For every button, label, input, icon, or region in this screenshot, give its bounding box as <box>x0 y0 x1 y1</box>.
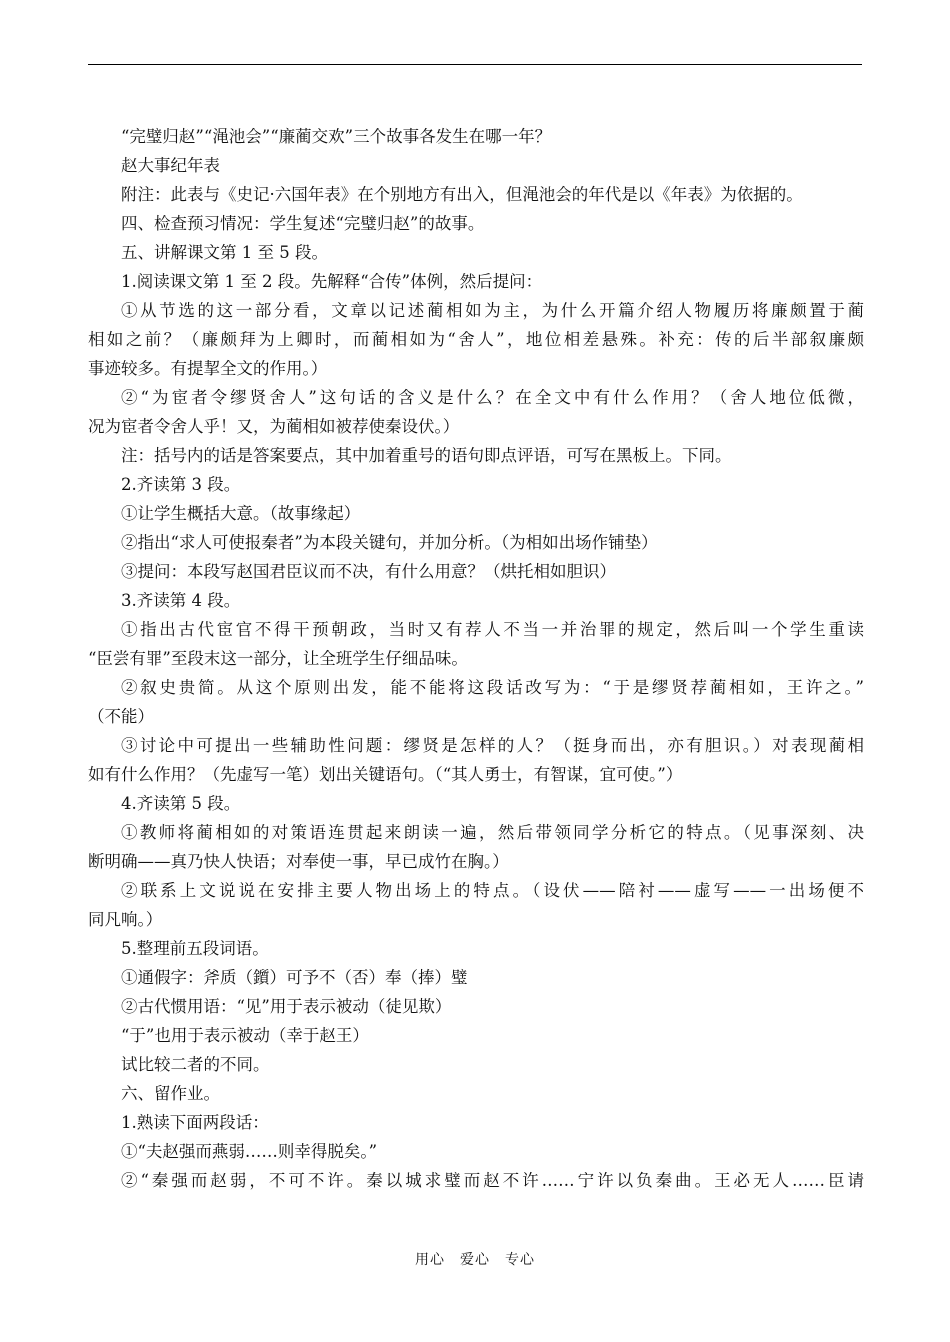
text-line: ②“为宦者令缪贤舍人”这句话的含义是什么？在全文中有什么作用？（舍人地位低微， <box>121 388 864 407</box>
text-line: 4.齐读第 5 段。 <box>121 794 241 813</box>
text-line: ③提问：本段写赵国君臣议而不决，有什么用意？（烘托相如胆识） <box>121 562 616 581</box>
text-line: 2.齐读第 3 段。 <box>121 475 241 494</box>
text-line: 1.阅读课文第 1 至 2 段。先解释“合传”体例，然后提问： <box>121 272 543 291</box>
text-line: 如有什么作用？（先虚写一笔）划出关键语句。（“其人勇士，有智谋，宜可使。”） <box>88 765 683 784</box>
text-line: ①“夫赵强而燕弱……则幸得脱矣。” <box>121 1142 378 1161</box>
text-line: ①教师将蔺相如的对策语连贯起来朗读一遍，然后带领同学分析它的特点。（见事深刻、决 <box>121 823 864 842</box>
text-line: ②“秦强而赵弱，不可不许。秦以城求璧而赵不许……宁许以负秦曲。王必无人……臣请 <box>121 1171 864 1190</box>
text-line: 六、留作业。 <box>121 1084 220 1103</box>
text-line: 5.整理前五段词语。 <box>121 939 269 958</box>
document-body <box>88 122 864 1195</box>
text-line: ②古代惯用语：“见”用于表示被动（徒见欺） <box>121 997 452 1016</box>
text-line: ①指出古代宦官不得干预朝政，当时又有荐人不当一并治罪的规定，然后叫一个学生重读 <box>121 620 864 639</box>
text-line: 事迹较多。有提挈全文的作用。） <box>88 359 328 378</box>
text-line: “完璧归赵”“渑池会”“廉蔺交欢”三个故事各发生在哪一年？ <box>121 127 552 146</box>
text-line: ①通假字：斧质（鑕）可予不（否）奉（捧）璧 <box>121 968 468 987</box>
text-line: ①从节选的这一部分看，文章以记述蔺相如为主，为什么开篇介绍人物履历将廉颇置于蔺 <box>121 301 864 320</box>
text-line: 试比较二者的不同。 <box>121 1055 270 1074</box>
text-line: 况为宦者令舍人乎！又，为蔺相如被荐使秦设伏。） <box>88 417 460 436</box>
text-line: ②指出“求人可使报秦者”为本段关键句，并加分析。（为相如出场作铺垫） <box>121 533 658 552</box>
text-line: ②联系上文说说在安排主要人物出场上的特点。（设伏——陪衬——虚写——一出场便不 <box>121 881 864 900</box>
text-line: 五、讲解课文第 1 至 5 段。 <box>121 243 328 262</box>
text-line: ①让学生概括大意。（故事缘起） <box>121 504 361 523</box>
text-line: （不能） <box>88 707 154 726</box>
text-line: “臣尝有罪”至段末这一部分，让全班学生仔细品味。 <box>88 649 468 668</box>
text-line: ③讨论中可提出一些辅助性问题：缪贤是怎样的人？（挺身而出，亦有胆识。）对表现蔺相 <box>121 736 864 755</box>
text-line: 同凡响。） <box>88 910 163 929</box>
page-footer: 用心 爱心 专心 <box>415 1252 535 1268</box>
text-line: 1.熟读下面两段话： <box>121 1113 269 1132</box>
text-line: ②叙史贵简。从这个原则出发，能不能将这段话改写为：“于是缪贤荐蔺相如，王许之。” <box>121 678 864 697</box>
text-line: 断明确——真乃快人快语；对奉使一事，早已成竹在胸。） <box>88 852 509 871</box>
text-line: 赵大事纪年表 <box>121 156 220 175</box>
text-line: 注：括号内的话是答案要点，其中加着重号的语句即点评语，可写在黑板上。下同。 <box>121 446 732 465</box>
text-line: 3.齐读第 4 段。 <box>121 591 241 610</box>
text-line: 四、检查预习情况：学生复述“完璧归赵”的故事。 <box>121 214 485 233</box>
text-line: “于”也用于表示被动（幸于赵王） <box>121 1026 369 1045</box>
text-line: 附注：此表与《史记·六国年表》在个别地方有出入，但渑池会的年代是以《年表》为依据的。 <box>121 185 803 204</box>
text-line: 相如之前？（廉颇拜为上卿时，而蔺相如为“舍人”，地位相差悬殊。补充：传的后半部叙廉颇 <box>88 330 864 349</box>
header-rule <box>88 64 862 65</box>
